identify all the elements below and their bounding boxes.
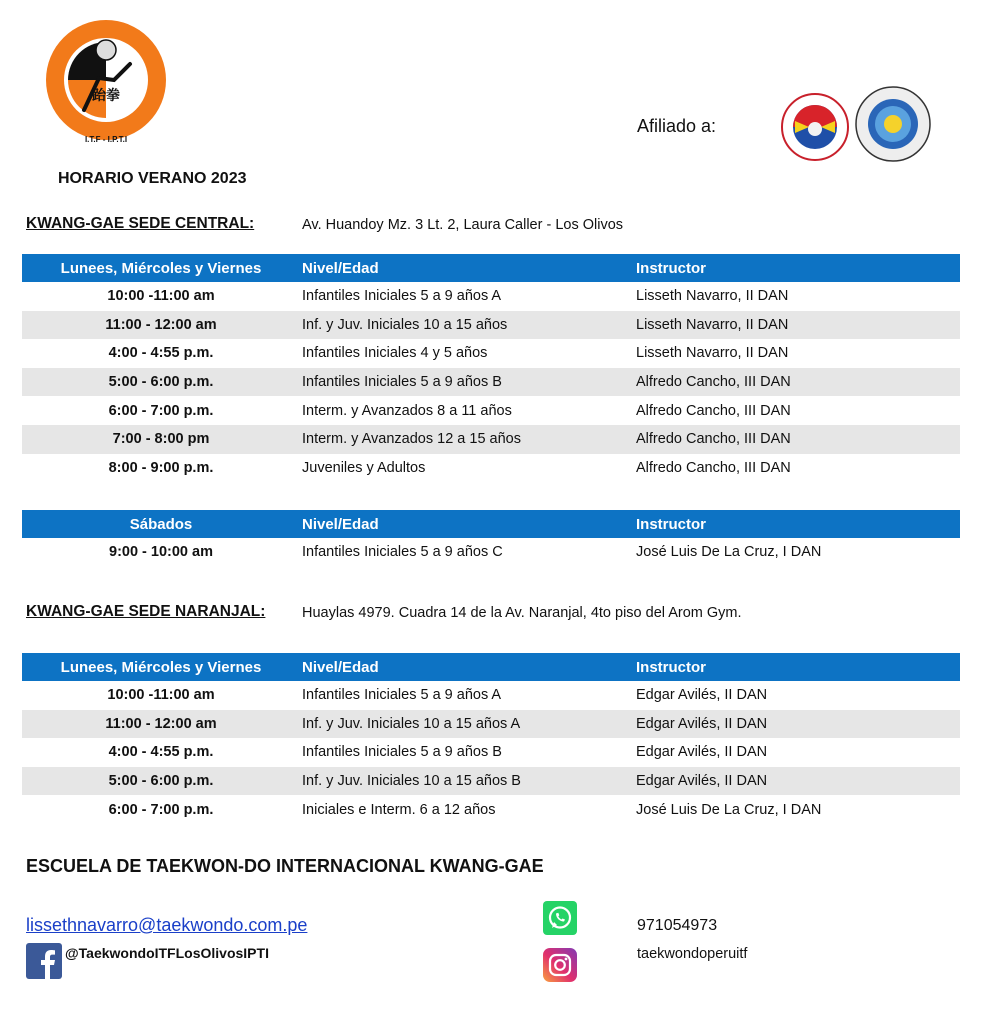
header-instructor: Instructor bbox=[636, 658, 707, 676]
instructor-cell: Lisseth Navarro, II DAN bbox=[636, 288, 789, 305]
school-name: ESCUELA DE TAEKWON-DO INTERNACIONAL KWANG-GAE bbox=[26, 856, 544, 876]
sede-naranjal-address: Huaylas 4979. Cuadra 14 de la Av. Naranjal, 4to piso del Arom Gym. bbox=[302, 605, 742, 621]
table-row bbox=[22, 339, 960, 368]
level-cell: Interm. y Avanzados 8 a 11 años bbox=[302, 402, 512, 419]
instructor-cell: Edgar Avilés, II DAN bbox=[636, 715, 768, 732]
header-schedule: Lunees, Miércoles y Viernes bbox=[60, 658, 262, 676]
instructor-cell: Edgar Avilés, II DAN bbox=[636, 687, 768, 704]
header-schedule: Lunees, Miércoles y Viernes bbox=[60, 259, 262, 277]
phone-number: 971054973 bbox=[637, 917, 718, 934]
sede-central-title: KWANG-GAE SEDE CENTRAL: bbox=[26, 215, 255, 232]
time-cell: 10:00 -11:00 am bbox=[107, 288, 215, 305]
table-row bbox=[22, 710, 960, 739]
table-row bbox=[22, 311, 960, 340]
instructor-cell: Lisseth Navarro, II DAN bbox=[636, 345, 789, 362]
table-row bbox=[22, 795, 960, 824]
time-cell: 6:00 - 7:00 p.m. bbox=[108, 402, 214, 419]
time-cell: 11:00 - 12:00 am bbox=[105, 715, 217, 732]
table-row bbox=[22, 767, 960, 796]
sede-central-address: Av. Huandoy Mz. 3 Lt. 2, Laura Caller - Los Olivos bbox=[302, 217, 624, 233]
table-row bbox=[22, 538, 960, 567]
level-cell: Infantiles Iniciales 5 a 9 años C bbox=[302, 544, 503, 561]
table-header bbox=[22, 510, 960, 538]
instructor-cell: Alfredo Cancho, III DAN bbox=[636, 402, 791, 419]
instructor-cell: Edgar Avilés, II DAN bbox=[636, 773, 768, 790]
instructor-cell: Alfredo Cancho, III DAN bbox=[636, 374, 791, 391]
time-cell: 9:00 - 10:00 am bbox=[109, 544, 213, 561]
level-cell: Infantiles Iniciales 5 a 9 años B bbox=[302, 374, 502, 391]
table-header bbox=[22, 254, 960, 282]
header-instructor: Instructor bbox=[636, 515, 707, 533]
time-cell: 8:00 - 9:00 p.m. bbox=[108, 459, 214, 476]
email-link[interactable]: lissethnavarro@taekwondo.com.pe bbox=[26, 915, 308, 935]
affiliated-label: Afiliado a: bbox=[637, 116, 717, 136]
facebook-icon[interactable] bbox=[26, 943, 62, 979]
whatsapp-icon[interactable] bbox=[543, 901, 577, 935]
level-cell: Infantiles Iniciales 5 a 9 años B bbox=[302, 744, 502, 761]
time-cell: 4:00 - 4:55 p.m. bbox=[108, 744, 214, 761]
central-saturday-table bbox=[22, 510, 960, 567]
affiliate-logo-itf-icon bbox=[855, 86, 931, 162]
naranjal-weekday-table bbox=[22, 653, 960, 824]
schedule-title: HORARIO VERANO 2023 bbox=[58, 170, 247, 187]
affiliate-logo-ipti-icon bbox=[779, 93, 851, 161]
header-level: Nivel/Edad bbox=[302, 658, 379, 676]
table-row bbox=[22, 454, 960, 483]
header-level: Nivel/Edad bbox=[302, 515, 379, 533]
school-logo-icon bbox=[44, 18, 168, 148]
instructor-cell: Edgar Avilés, II DAN bbox=[636, 744, 768, 761]
time-cell: 10:00 -11:00 am bbox=[107, 687, 215, 704]
time-cell: 11:00 - 12:00 am bbox=[105, 316, 217, 333]
level-cell: Infantiles Iniciales 4 y 5 años bbox=[302, 345, 488, 362]
instructor-cell: Lisseth Navarro, II DAN bbox=[636, 316, 789, 333]
instructor-cell: Alfredo Cancho, III DAN bbox=[636, 431, 791, 448]
level-cell: Inf. y Juv. Iniciales 10 a 15 años A bbox=[302, 715, 521, 732]
facebook-handle[interactable]: @TaekwondoITFLosOlivosIPTI bbox=[65, 945, 269, 961]
central-weekday-table bbox=[22, 254, 960, 482]
level-cell: Inf. y Juv. Iniciales 10 a 15 años bbox=[302, 316, 508, 333]
instructor-cell: Alfredo Cancho, III DAN bbox=[636, 459, 791, 476]
time-cell: 6:00 - 7:00 p.m. bbox=[108, 801, 214, 818]
table-row bbox=[22, 282, 960, 311]
time-cell: 7:00 - 8:00 pm bbox=[112, 431, 210, 448]
table-row bbox=[22, 425, 960, 454]
svg-text:跆拳: 跆拳 bbox=[92, 87, 120, 103]
header-level: Nivel/Edad bbox=[302, 259, 379, 277]
time-cell: 5:00 - 6:00 p.m. bbox=[108, 773, 214, 790]
sede-naranjal-title: KWANG-GAE SEDE NARANJAL: bbox=[26, 603, 266, 620]
level-cell: Infantiles Iniciales 5 a 9 años A bbox=[302, 288, 502, 305]
time-cell: 5:00 - 6:00 p.m. bbox=[108, 374, 214, 391]
level-cell: Infantiles Iniciales 5 a 9 años A bbox=[302, 687, 502, 704]
instructor-cell: José Luis De La Cruz, I DAN bbox=[636, 801, 822, 818]
header-instructor: Instructor bbox=[636, 259, 707, 277]
table-header bbox=[22, 653, 960, 681]
level-cell: Iniciales e Interm. 6 a 12 años bbox=[302, 801, 496, 818]
instructor-cell: José Luis De La Cruz, I DAN bbox=[636, 544, 822, 561]
level-cell: Interm. y Avanzados 12 a 15 años bbox=[302, 431, 521, 448]
instagram-handle[interactable]: taekwondoperuitf bbox=[637, 946, 748, 962]
svg-text:I.T.F - I.P.T.I: I.T.F - I.P.T.I bbox=[84, 135, 128, 144]
instagram-icon[interactable] bbox=[543, 948, 577, 982]
table-row bbox=[22, 738, 960, 767]
level-cell: Juveniles y Adultos bbox=[302, 459, 426, 476]
level-cell: Inf. y Juv. Iniciales 10 a 15 años B bbox=[302, 773, 521, 790]
table-row bbox=[22, 681, 960, 710]
time-cell: 4:00 - 4:55 p.m. bbox=[108, 345, 214, 362]
table-row bbox=[22, 368, 960, 397]
header-schedule: Sábados bbox=[129, 515, 193, 533]
table-row bbox=[22, 396, 960, 425]
